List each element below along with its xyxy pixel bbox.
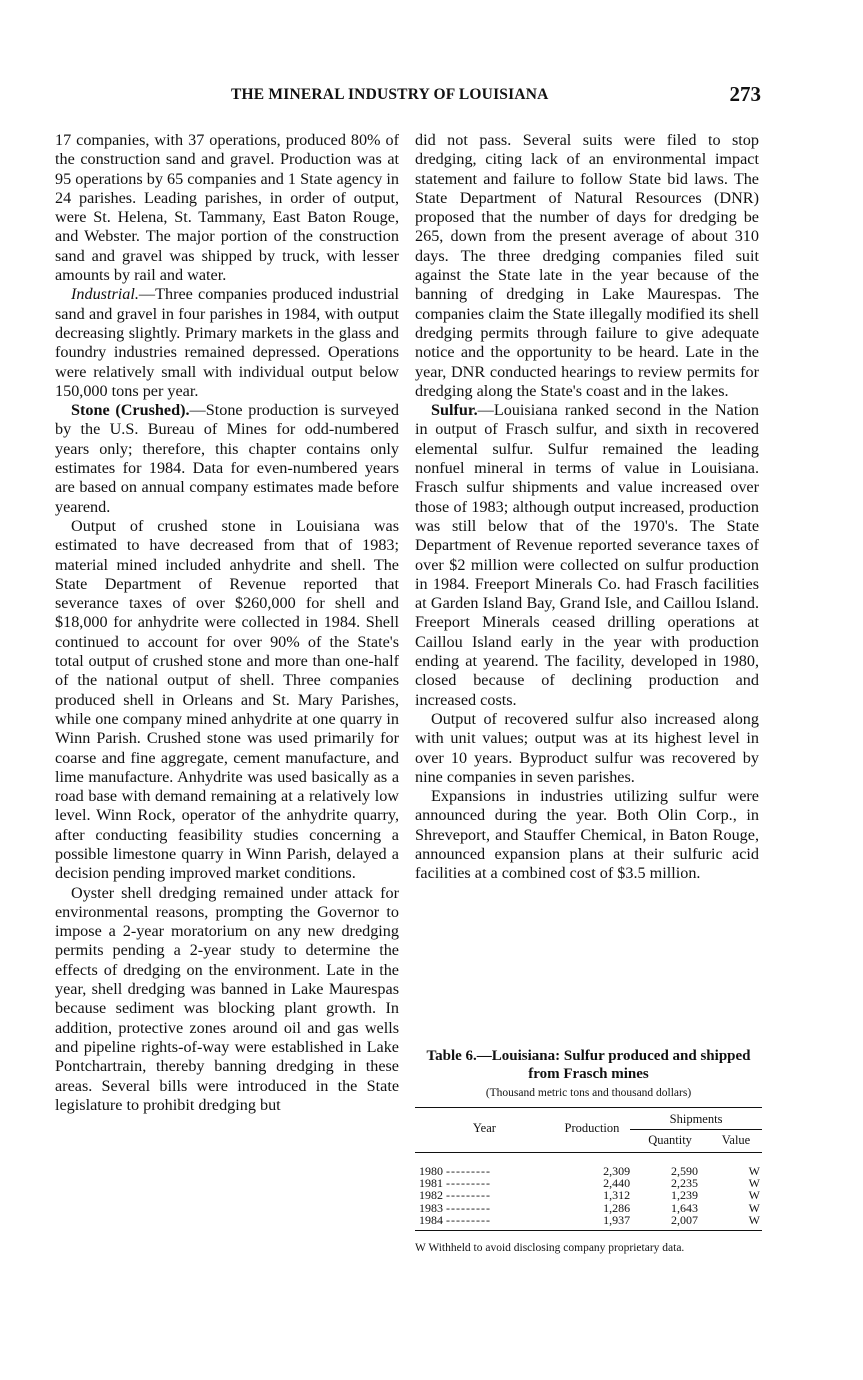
dot-leader: --------- [446, 1188, 491, 1203]
dot-leader: --------- [446, 1212, 491, 1227]
page-header [56, 82, 761, 108]
cell-value: W [748, 1188, 760, 1203]
col-header-shipments: Shipments [630, 1108, 762, 1130]
col-header-value: Value [710, 1130, 762, 1153]
cell-production: 1,312 [603, 1188, 631, 1203]
cell-quantity: 2,590 [671, 1164, 698, 1178]
sulfur-table [415, 1047, 762, 1256]
paragraph: Output of recovered sulfur also increased along with unit values; output was at its highest level in over 10 years. Byproduct sulfur was recovered by nine companies in seven parishes. [415, 709, 759, 786]
data-table [415, 1107, 762, 1231]
cell-production: 1,937 [603, 1212, 631, 1227]
right-column [415, 131, 759, 884]
col-header-year: Year [415, 1108, 554, 1153]
cell-quantity: 2,007 [671, 1212, 698, 1227]
cell-value: W [748, 1176, 760, 1191]
cell-value: W [748, 1200, 760, 1215]
col-header-production: Production [554, 1108, 630, 1153]
dot-leader: --------- [446, 1176, 491, 1191]
cell-year: 1983 [419, 1200, 443, 1215]
section-heading: Sulfur. [431, 401, 478, 420]
paragraph: 17 companies, with 37 operations, produced 80% of the construction sand and gravel. Production was at 95 operations by 65 companies and 1 State agency in 24 parishes. Leading parishes, in order of output, were St. Helena, St. Tammany, East Baton Rouge, and Webster. The major portion of the construction sand and gravel was shipped by truck, with lesser amounts by rail and water. [55, 131, 399, 285]
cell-quantity: 2,235 [671, 1176, 698, 1191]
cell-value: W [748, 1164, 760, 1178]
col-header-quantity: Quantity [630, 1130, 710, 1153]
dot-leader: --------- [446, 1164, 491, 1178]
cell-production: 2,309 [603, 1164, 631, 1178]
dot-leader: --------- [446, 1200, 491, 1215]
paragraph: Stone (Crushed).—Stone production is surveyed by the U.S. Bureau of Mines for odd-numbered years only; therefore, this chapter contains only estimates for 1984. Data for even-numbered years are based on annual company estimates made before yearend. [55, 401, 399, 516]
paragraph: Sulfur.—Louisiana ranked second in the Nation in output of Frasch sulfur, and sixth in recovered elemental sulfur. Sulfur remained the leading nonfuel mineral in terms of value in Louisiana. Frasch sulfur shipments and value increased over those of 1983; although output increased, production was still below that of the 1970's. The State Department of Revenue reported severance taxes of over $2 million were collected on sulfur production in 1984. Freeport Minerals Co. had Frasch facilities at Garden Island Bay, Grand Isle, and Caillou Island. Freeport Minerals ceased drilling operations at Caillou Island early in the year with production ending at yearend. The facility, developed in 1980, closed because of declining production and increased costs. [415, 401, 759, 709]
cell-year: 1982 [419, 1188, 443, 1203]
paragraph: did not pass. Several suits were filed to stop dredging, citing lack of an environmental impact statement and failure to follow State bid laws. The State Department of Natural Resources (DNR) proposed that the number of days for dredging be 265, down from the present average of about 310 days. The three dredging companies filed suit against the State late in the year because of the banning of dredging in Lake Maurespas. The companies claim the State illegally modified its shell dredging permits through failure to give adequate notice and the opportunity to be heard. Late in the year, DNR conducted hearings to review permits for dredging along the State's coast and in the lakes. [415, 131, 759, 400]
paragraph: Oyster shell dredging remained under attack for environmental reasons, prompting the Governor to impose a 2-year moratorium on any new dredging permits pending a 2-year study to determine the effects of dredging on the environment. Late in the year, shell dredging was banned in Lake Maurespas because sediment was blocking plant growth. In addition, protective zones around oil and gas wells and pipeline rights-of-way were established in Lake Pontchartrain, thereby banning dredging in these areas. Several bills were introduced in the State legislature to prohibit dredging but [55, 883, 399, 1114]
cell-year: 1981 [419, 1176, 443, 1191]
cell-quantity: 1,643 [671, 1200, 698, 1215]
page-number: 273 [729, 82, 761, 106]
cell-production: 2,440 [603, 1176, 631, 1191]
table-title: Table 6.—Louisiana: Sulfur produced and shipped from Frasch mines [426, 1048, 751, 1082]
table-footnote: W Withheld to avoid disclosing company proprietary data. [415, 1242, 685, 1255]
table-subtitle: (Thousand metric tons and thousand dollars) [485, 1087, 692, 1099]
running-title: THE MINERAL INDUSTRY OF LOUISIANA [231, 86, 549, 103]
section-heading: Stone (Crushed). [71, 401, 190, 420]
table-row [415, 1214, 762, 1231]
run-in-heading: Industrial. [71, 285, 139, 304]
cell-year: 1980 [419, 1164, 443, 1178]
cell-value: W [748, 1212, 760, 1227]
cell-production: 1,286 [603, 1200, 631, 1215]
paragraph: Expansions in industries utilizing sulfur were announced during the year. Both Olin Corp., in Shreveport, and Stauffer Chemical, in Baton Rouge, announced expansion plans at their sulfuric acid facilities at a combined cost of $3.5 million. [415, 787, 759, 883]
left-column [55, 131, 399, 1115]
paragraph: Output of crushed stone in Louisiana was estimated to have decreased from that of 1983; material mined included anhydrite and shell. The State Department of Revenue reported that severance taxes of over $260,000 for shell and $18,000 for anhydrite were collected in 1984. Shell continued to account for over 90% of the State's total output of crushed stone and more than one-half of the national output of shell. Three companies produced shell in Orleans and St. Mary Parishes, while one company mined anhydrite at one quarry in Winn Parish. Crushed stone was used primarily for coarse and fine aggregate, cement manufacture, and lime manufacture. Anhydrite was used basically as a road base with demand remaining at a relatively low level. Winn Rock, operator of the anhydrite quarry, after conducting feasibility studies concerning a possible limestone quarry in Winn Parish, delayed a decision pending improved market conditions. [55, 516, 399, 883]
cell-quantity: 1,239 [671, 1188, 698, 1203]
cell-year: 1984 [419, 1212, 443, 1227]
paragraph: Industrial.—Three companies produced industrial sand and gravel in four parishes in 1984, with output decreasing slightly. Primary markets in the glass and foundry industries remained depressed. Operations were relatively small with individual output below 150,000 tons per year. [55, 285, 399, 400]
